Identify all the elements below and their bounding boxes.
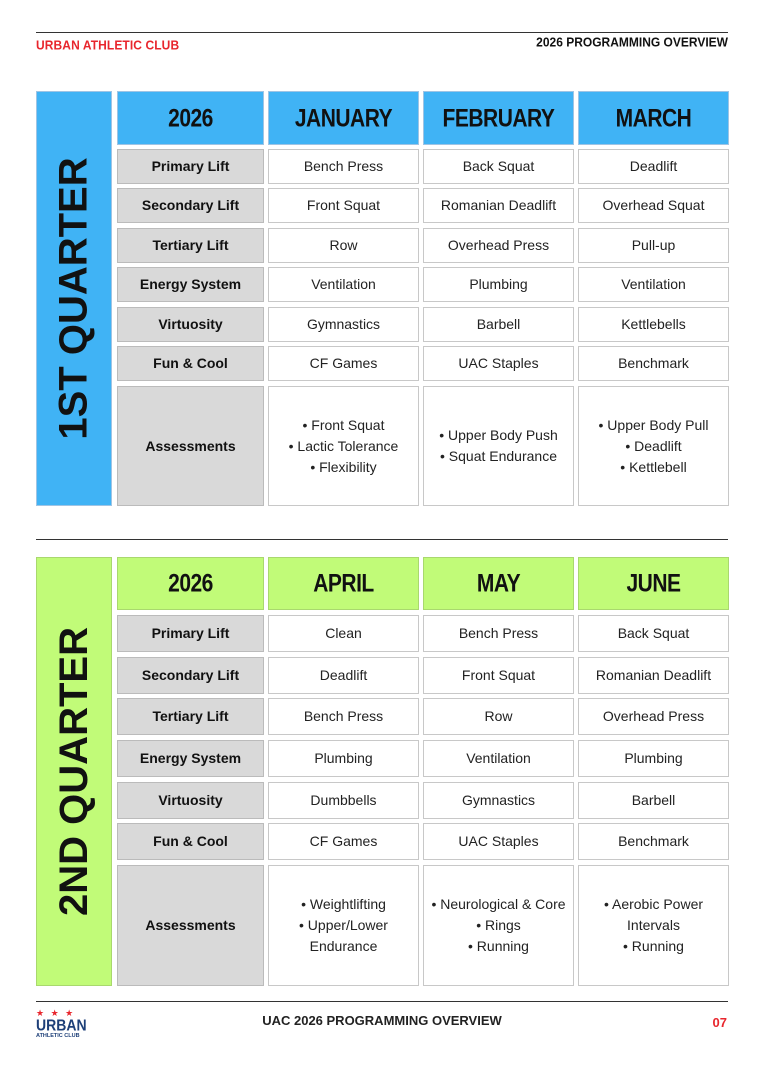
- assessment-item: • Deadlift: [625, 437, 682, 454]
- table-cell: Bench Press: [268, 698, 419, 735]
- year-header-text: 2026: [168, 104, 213, 132]
- assessment-item: • Rings: [476, 917, 521, 933]
- assessment-cell: [578, 865, 729, 986]
- row-label: Tertiary Lift: [117, 228, 264, 263]
- table-cell: CF Games: [268, 346, 419, 381]
- table-cell: Bench Press: [268, 149, 419, 184]
- month-header: [423, 557, 574, 610]
- bottom-divider: [36, 1001, 728, 1002]
- month-header-text: JANUARY: [294, 104, 393, 132]
- logo-word: URBAN: [36, 1016, 87, 1034]
- assessment-item: • Running: [468, 938, 529, 954]
- assessment-cell: [268, 386, 419, 506]
- table-cell: Gymnastics: [268, 307, 419, 342]
- table-cell: Back Squat: [578, 615, 729, 652]
- table-cell: Pull-up: [578, 228, 729, 263]
- quarter-label-text: 2ND QUARTER: [51, 627, 96, 916]
- quarter-label-text: 1ST QUARTER: [51, 157, 96, 440]
- table-cell: Plumbing: [423, 267, 574, 302]
- month-header-text: FEBRUARY: [442, 104, 555, 132]
- row-label: Primary Lift: [117, 149, 264, 184]
- mid-divider: [36, 539, 728, 540]
- quarter-label: [36, 91, 112, 506]
- table-cell: Gymnastics: [423, 782, 574, 819]
- row-label: Energy System: [117, 740, 264, 777]
- table-cell: Romanian Deadlift: [423, 188, 574, 223]
- assessment-item: Intervals: [627, 917, 680, 933]
- logo-stars-icon: ★ ★ ★: [36, 1008, 76, 1018]
- table-cell: Plumbing: [268, 740, 419, 777]
- assessment-cell: [578, 386, 729, 506]
- brand-name: URBAN ATHLETIC CLUB: [36, 37, 180, 53]
- table-cell: Overhead Press: [578, 698, 729, 735]
- assessment-item: • Front Squat: [302, 416, 385, 433]
- row-label: Tertiary Lift: [117, 698, 264, 735]
- table-cell: UAC Staples: [423, 346, 574, 381]
- table-cell: Front Squat: [268, 188, 419, 223]
- assessment-item: Endurance: [309, 938, 378, 954]
- assessments-label: Assessments: [117, 386, 264, 506]
- table-cell: Row: [423, 698, 574, 735]
- table-cell: Benchmark: [578, 823, 729, 860]
- assessment-item: • Neurological & Core: [431, 896, 566, 912]
- table-cell: Clean: [268, 615, 419, 652]
- table-cell: Bench Press: [423, 615, 574, 652]
- table-cell: Front Squat: [423, 657, 574, 694]
- top-divider: [36, 32, 728, 33]
- assessment-cell: [423, 386, 574, 506]
- table-cell: Ventilation: [578, 267, 729, 302]
- document-title: 2026 PROGRAMMING OVERVIEW: [536, 34, 728, 50]
- assessment-cell: [268, 865, 419, 986]
- page-number: 07: [712, 1015, 727, 1030]
- table-cell: Ventilation: [268, 267, 419, 302]
- month-header: [578, 91, 729, 145]
- assessment-item: • Lactic Tolerance: [288, 437, 399, 454]
- month-header: [268, 557, 419, 610]
- row-label: Fun & Cool: [117, 346, 264, 381]
- table-cell: Dumbbells: [268, 782, 419, 819]
- table-cell: Barbell: [423, 307, 574, 342]
- assessments-label: Assessments: [117, 865, 264, 986]
- table-cell: UAC Staples: [423, 823, 574, 860]
- assessment-item: • Squat Endurance: [440, 448, 557, 464]
- quarter-label: [36, 557, 112, 986]
- table-cell: Ventilation: [423, 740, 574, 777]
- assessment-item: • Upper/Lower: [299, 917, 388, 933]
- table-cell: Barbell: [578, 782, 729, 819]
- assessment-cell: [423, 865, 574, 986]
- assessment-item: • Running: [623, 938, 684, 954]
- month-header-text: MAY: [476, 569, 521, 598]
- table-cell: Deadlift: [268, 657, 419, 694]
- table-cell: Row: [268, 228, 419, 263]
- year-header: [117, 91, 264, 145]
- month-header-text: APRIL: [313, 569, 374, 598]
- row-label: Secondary Lift: [117, 657, 264, 694]
- month-header-text: MARCH: [615, 104, 692, 132]
- row-label: Secondary Lift: [117, 188, 264, 223]
- table-cell: Overhead Squat: [578, 188, 729, 223]
- assessment-item: • Flexibility: [310, 458, 377, 475]
- table-cell: Back Squat: [423, 149, 574, 184]
- month-header: [578, 557, 729, 610]
- logo-sub: ATHLETIC CLUB: [36, 1033, 80, 1039]
- table-cell: Benchmark: [578, 346, 729, 381]
- year-header-text: 2026: [168, 569, 213, 598]
- row-label: Energy System: [117, 267, 264, 302]
- footer-title: UAC 2026 PROGRAMMING OVERVIEW: [262, 1013, 502, 1028]
- month-header: [268, 91, 419, 145]
- assessment-item: • Weightlifting: [301, 896, 386, 912]
- row-label: Virtuosity: [117, 782, 264, 819]
- assessment-item: • Upper Body Push: [439, 427, 558, 443]
- assessment-item: • Upper Body Pull: [598, 416, 709, 433]
- year-header: [117, 557, 264, 610]
- table-cell: Overhead Press: [423, 228, 574, 263]
- table-cell: Romanian Deadlift: [578, 657, 729, 694]
- assessment-item: • Kettlebell: [620, 458, 687, 475]
- table-cell: Deadlift: [578, 149, 729, 184]
- table-cell: CF Games: [268, 823, 419, 860]
- month-header-text: JUNE: [626, 569, 681, 598]
- table-cell: Plumbing: [578, 740, 729, 777]
- row-label: Fun & Cool: [117, 823, 264, 860]
- assessment-item: • Aerobic Power: [603, 896, 704, 912]
- table-cell: Kettlebells: [578, 307, 729, 342]
- month-header: [423, 91, 574, 145]
- row-label: Virtuosity: [117, 307, 264, 342]
- row-label: Primary Lift: [117, 615, 264, 652]
